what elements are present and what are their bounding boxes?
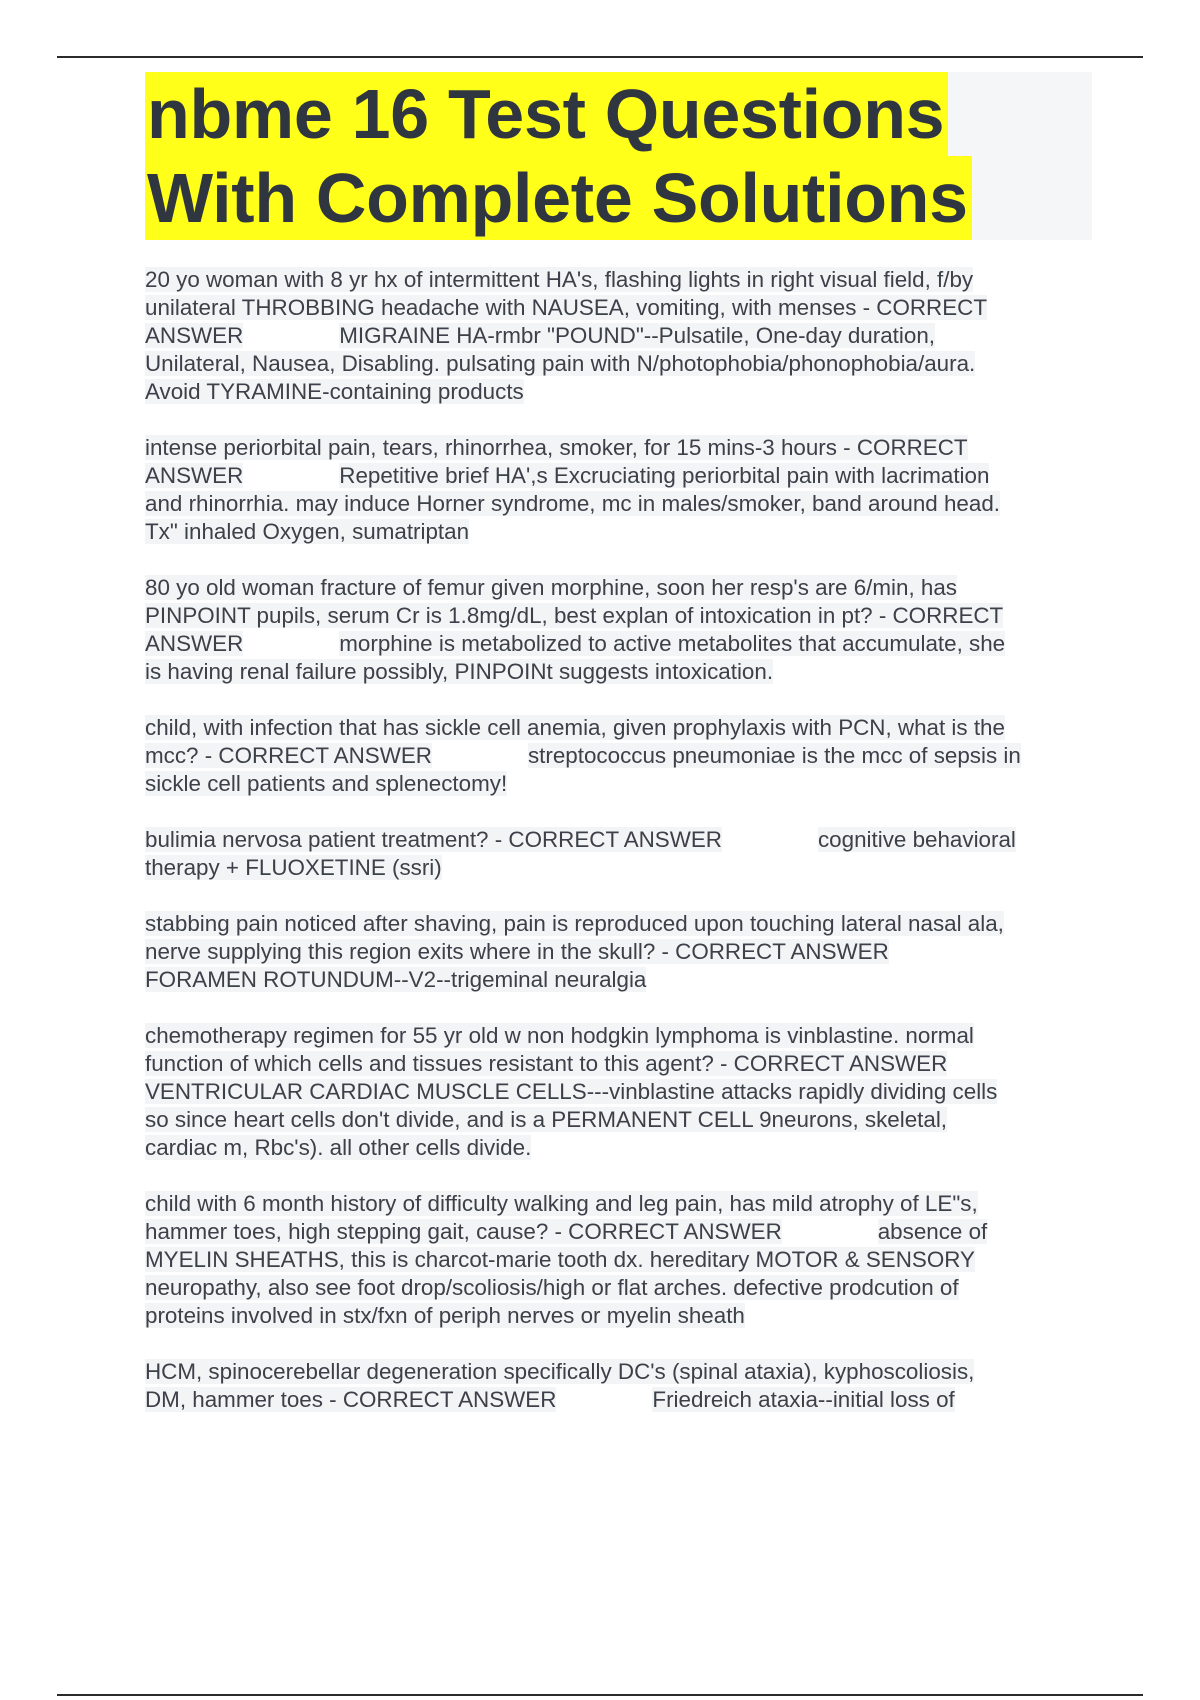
answer-label: mcc? - CORRECT ANSWER [145, 743, 432, 768]
answer-label: ANSWER [145, 323, 244, 348]
title-line-2: With Complete Solutions [145, 156, 972, 240]
top-divider [57, 56, 1143, 58]
answer-label: ANSWER [145, 631, 244, 656]
text-line: nerve supplying this region exits where in the skull? - CORRECT ANSWER [145, 939, 889, 964]
text-line: and rhinorrhia. may induce Horner syndrome, mc in males/smoker, band around head. [145, 491, 1001, 516]
text-line: chemotherapy regimen for 55 yr old w non hodgkin lymphoma is vinblastine. normal [145, 1023, 974, 1048]
bottom-divider [57, 1694, 1143, 1696]
text-line: Tx" inhaled Oxygen, sumatriptan [145, 519, 470, 544]
qa-item-4 [145, 714, 1100, 798]
answer-text: MIGRAINE HA-rmbr "POUND"--Pulsatile, One-day duration, [339, 323, 935, 348]
text-line: PINPOINT pupils, serum Cr is 1.8mg/dL, best explan of intoxication in pt? - CORRECT [145, 603, 1004, 628]
answer-text: streptococcus pneumoniae is the mcc of sepsis in [527, 743, 1021, 768]
text-line: FORAMEN ROTUNDUM--V2--trigeminal neuralgia [145, 967, 647, 992]
qa-item-9 [145, 1358, 1100, 1414]
text-line: Avoid TYRAMINE-containing products [145, 379, 524, 404]
text-line: therapy + FLUOXETINE (ssri) [145, 855, 442, 880]
text-line: proteins involved in stx/fxn of periph nerves or myelin sheath [145, 1303, 745, 1328]
text-line: MYELIN SHEATHS, this is charcot-marie tooth dx. hereditary MOTOR & SENSORY [145, 1247, 975, 1272]
answer-label: hammer toes, high stepping gait, cause? - CORRECT ANSWER [145, 1219, 782, 1244]
answer-text: Repetitive brief HA',s Excruciating periorbital pain with lacrimation [339, 463, 990, 488]
title-line-1: nbme 16 Test Questions [145, 72, 948, 156]
question-list [145, 266, 1100, 1442]
text-line: child, with infection that has sickle cell anemia, given prophylaxis with PCN, what is the [145, 715, 1005, 740]
text-line: sickle cell patients and splenectomy! [145, 771, 508, 796]
text-line: Unilateral, Nausea, Disabling. pulsating pain with N/photophobia/phonophobia/aura. [145, 351, 976, 376]
text-line: neuropathy, also see foot drop/scoliosis/high or flat arches. defective prodcution of [145, 1275, 959, 1300]
text-line: child with 6 month history of difficulty walking and leg pain, has mild atrophy of LE"s, [145, 1191, 978, 1216]
document-title [145, 72, 1092, 240]
qa-item-8 [145, 1190, 1100, 1330]
qa-item-6 [145, 910, 1100, 994]
text-line: 80 yo old woman fracture of femur given morphine, soon her resp's are 6/min, has [145, 575, 957, 600]
text-line: stabbing pain noticed after shaving, pain is reproduced upon touching lateral nasal ala, [145, 911, 1004, 936]
text-line: HCM, spinocerebellar degeneration specifically DC's (spinal ataxia), kyphoscoliosis, [145, 1359, 975, 1384]
answer-label: ANSWER [145, 463, 244, 488]
text-line: function of which cells and tissues resistant to this agent? - CORRECT ANSWER [145, 1051, 948, 1076]
text-line: 20 yo woman with 8 yr hx of intermittent HA's, flashing lights in right visual field, f/by [145, 267, 974, 292]
qa-item-2 [145, 434, 1100, 546]
qa-item-3 [145, 574, 1100, 686]
answer-text: Friedreich ataxia--initial loss of [652, 1387, 955, 1412]
answer-text: cognitive behavioral [817, 827, 1016, 852]
answer-text: absence of [877, 1219, 988, 1244]
qa-item-7 [145, 1022, 1100, 1162]
text-line: cardiac m, Rbc's). all other cells divide. [145, 1135, 532, 1160]
qa-item-1 [145, 266, 1100, 406]
text-line: unilateral THROBBING headache with NAUSEA, vomiting, with menses - CORRECT [145, 295, 988, 320]
text-line: VENTRICULAR CARDIAC MUSCLE CELLS---vinblastine attacks rapidly dividing cells [145, 1079, 998, 1104]
text-line: so since heart cells don't divide, and is a PERMANENT CELL 9neurons, skeletal, [145, 1107, 948, 1132]
answer-label: bulimia nervosa patient treatment? - CORRECT ANSWER [145, 827, 722, 852]
text-line: is having renal failure possibly, PINPOINt suggests intoxication. [145, 659, 774, 684]
text-line: intense periorbital pain, tears, rhinorrhea, smoker, for 15 mins-3 hours - CORRECT [145, 435, 968, 460]
answer-label: DM, hammer toes - CORRECT ANSWER [145, 1387, 557, 1412]
answer-text: morphine is metabolized to active metabolites that accumulate, she [339, 631, 1006, 656]
qa-item-5 [145, 826, 1100, 882]
